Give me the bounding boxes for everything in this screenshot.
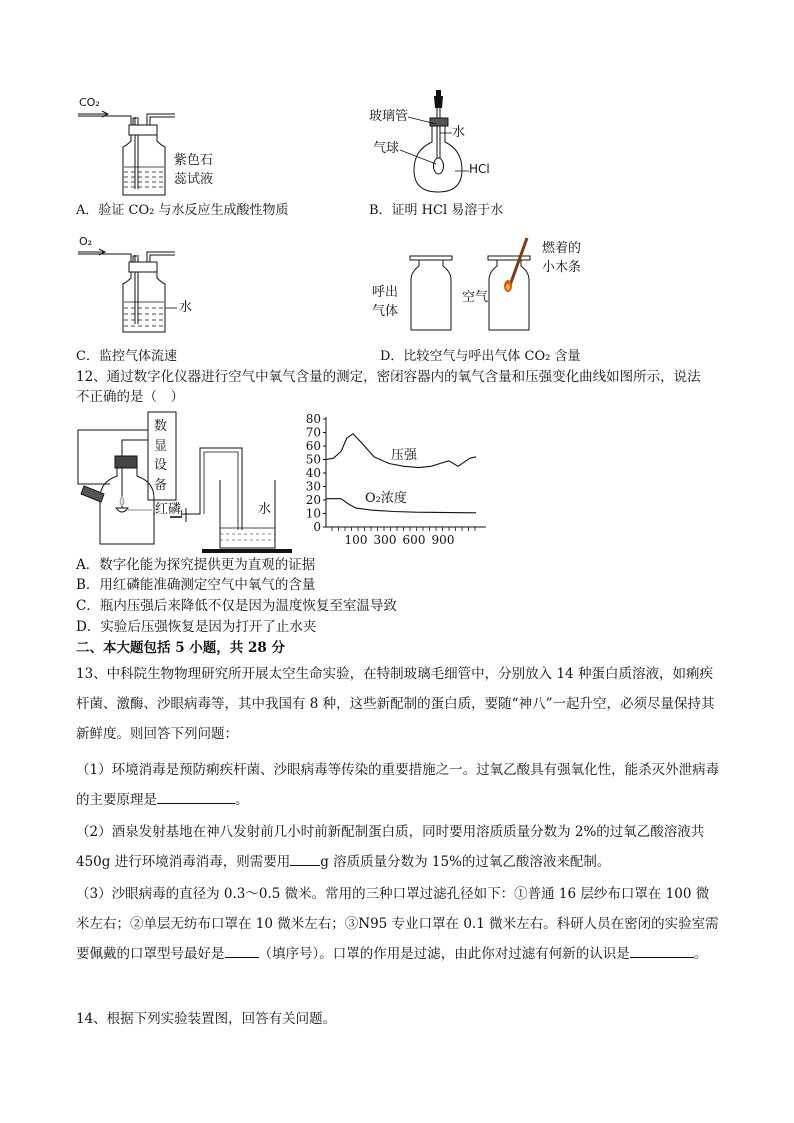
figA-liquid-label-1: 紫色石: [174, 153, 214, 168]
q13-part1: [76, 755, 722, 815]
q13-part3-blank-1[interactable]: [225, 943, 259, 958]
figD-bottles: [405, 236, 545, 336]
y-tick-label: 60: [305, 439, 321, 453]
section2-heading: 二、本大题包括 5 小题，共 28 分: [76, 640, 285, 656]
q14-stem: 14、根据下列实验装置图，回答有关问题。: [76, 1011, 337, 1027]
y-tick-label: 40: [305, 466, 321, 480]
q12-apparatus: [70, 410, 295, 555]
figB-water-label: 水: [452, 125, 466, 140]
q12-water-label: 水: [258, 502, 272, 517]
y-tick-label: 70: [305, 425, 321, 440]
legend-o2: O₂浓度: [365, 491, 407, 506]
y-tick-label: 0: [313, 520, 321, 534]
q12-phosphorus-label: 红磷: [155, 502, 182, 517]
figA-gas-label: CO₂: [79, 96, 100, 109]
q12-option-d: D．实验后压强恢复是因为打开了止水夹: [76, 619, 317, 635]
figD-stick-label-1: 燃着的: [542, 241, 582, 256]
q13-part3-blank-2[interactable]: [630, 943, 694, 958]
device-char: 数: [154, 419, 168, 434]
x-tick-label: 600: [402, 533, 426, 547]
q12-stem-line2: 不正确的是（ ）: [76, 389, 184, 405]
figA-gas-washing-bottle: [75, 105, 185, 200]
q12-option-c: C．瓶内压强后来降低不仅是因为温度恢复至室温导致: [76, 598, 397, 614]
q13-part1-text: （1）环境消毒是预防痢疾杆菌、沙眼病毒等传染的重要措施之一。过氧乙酸具有强氧化性，能杀灭外泄病毒的主要原理是: [76, 762, 720, 808]
figD-air-label: 空气: [462, 290, 489, 305]
device-char: 设: [154, 458, 168, 473]
y-tick-label: 30: [305, 479, 321, 494]
x-tick-label: 100: [344, 533, 368, 547]
q13-part2-blank[interactable]: [290, 851, 320, 866]
y-tick-label: 10: [305, 506, 321, 521]
figB-water-leader: [440, 128, 454, 138]
q13-part2: [76, 817, 722, 877]
q13-part1-end: 。: [235, 792, 249, 808]
device-char: 显: [154, 438, 168, 454]
figD-caption: D．比较空气与呼出气体 CO₂ 含量: [380, 349, 581, 364]
figD-exhaled-label-2: 气体: [372, 304, 399, 319]
figD-exhaled-label-1: 呼出: [372, 285, 399, 300]
figC-gas-label: O₂: [79, 235, 93, 248]
y-tick-label: 50: [305, 452, 321, 467]
figB-tube-label: 玻璃管: [369, 109, 409, 124]
figB-gas-label: HCl: [469, 162, 490, 176]
q12-option-b: B．用红磷能准确测定空气中氧气的含量: [76, 577, 316, 593]
q12-stem-line1: 12、通过数字化仪器进行空气中氧气含量的测定，密闭容器内的氧气含量和压强变化曲线如图所示，说法: [76, 369, 701, 385]
x-tick-label: 900: [431, 533, 455, 547]
q13-part3-end: 。: [693, 946, 708, 962]
figC-gas-washing-bottle: [75, 244, 185, 339]
q13-part1-blank[interactable]: [157, 789, 235, 804]
q13-stem: 13、中科院生物物理研究所开展太空生命实验，在特制玻璃毛细管中，分别放入 14 种蛋白质溶液，如痢疾杆菌、激酶、沙眼病毒等，其中我国有 8 种，这些新配制的蛋白质，要随“神八”一起升空，必须尽量保持其新鲜度。则回答下列问题：: [76, 666, 715, 742]
q13-part3-text: （3）沙眼病毒的直径为 0.3～0.5 微米。常用的三种口罩过滤孔径如下：①普通 16 层纱布口罩在 100 微米左右；②单层无纺布口罩在 10 微米左右；③N95 专业口罩在 0.1 微米左右。科研人员在密闭的实验室需要佩戴的口罩型号最好是: [76, 886, 719, 962]
y-tick-label: 80: [305, 412, 321, 426]
figB-leader-lines: [400, 112, 440, 202]
figD-stick-label-2: 小木条: [542, 260, 582, 275]
figA-caption: A．验证 CO₂ 与水反应生成酸性物质: [76, 203, 289, 218]
figC-caption: C．监控气体流速: [76, 349, 177, 364]
q13-part2-text-end: g 溶质质量分数为 15%的过氧乙酸溶液来配制。: [320, 854, 611, 870]
q13-part2-text: （2）酒泉发射基地在神八发射前几小时前新配制蛋白质，同时要用溶质质量分数为 2%的过氧乙酸溶液共 450g 进行环境消毒消毒，则需要用: [76, 824, 705, 870]
device-char: 备: [154, 477, 168, 493]
figC-liquid-label: 水: [179, 300, 193, 315]
figB-caption: B．证明 HCl 易溶于水: [369, 203, 504, 218]
figA-liquid-label-2: 蕊试液: [174, 172, 214, 187]
figB-gas-leader: [455, 168, 471, 174]
x-tick-label: 300: [373, 533, 397, 547]
y-tick-label: 20: [305, 493, 321, 507]
figB-balloon-label: 气球: [373, 141, 400, 156]
legend-pressure: 压强: [391, 448, 418, 463]
q12-device-label: [154, 417, 168, 495]
q12-option-a: A．数字化能为探究提供更为直观的证据: [76, 557, 316, 573]
q12-line-chart: [300, 410, 490, 550]
q13-part3: [76, 879, 722, 969]
q13-part3-text-mid: （填序号）。口罩的作用是过滤，由此你对过滤有何新的认识是: [258, 946, 630, 962]
